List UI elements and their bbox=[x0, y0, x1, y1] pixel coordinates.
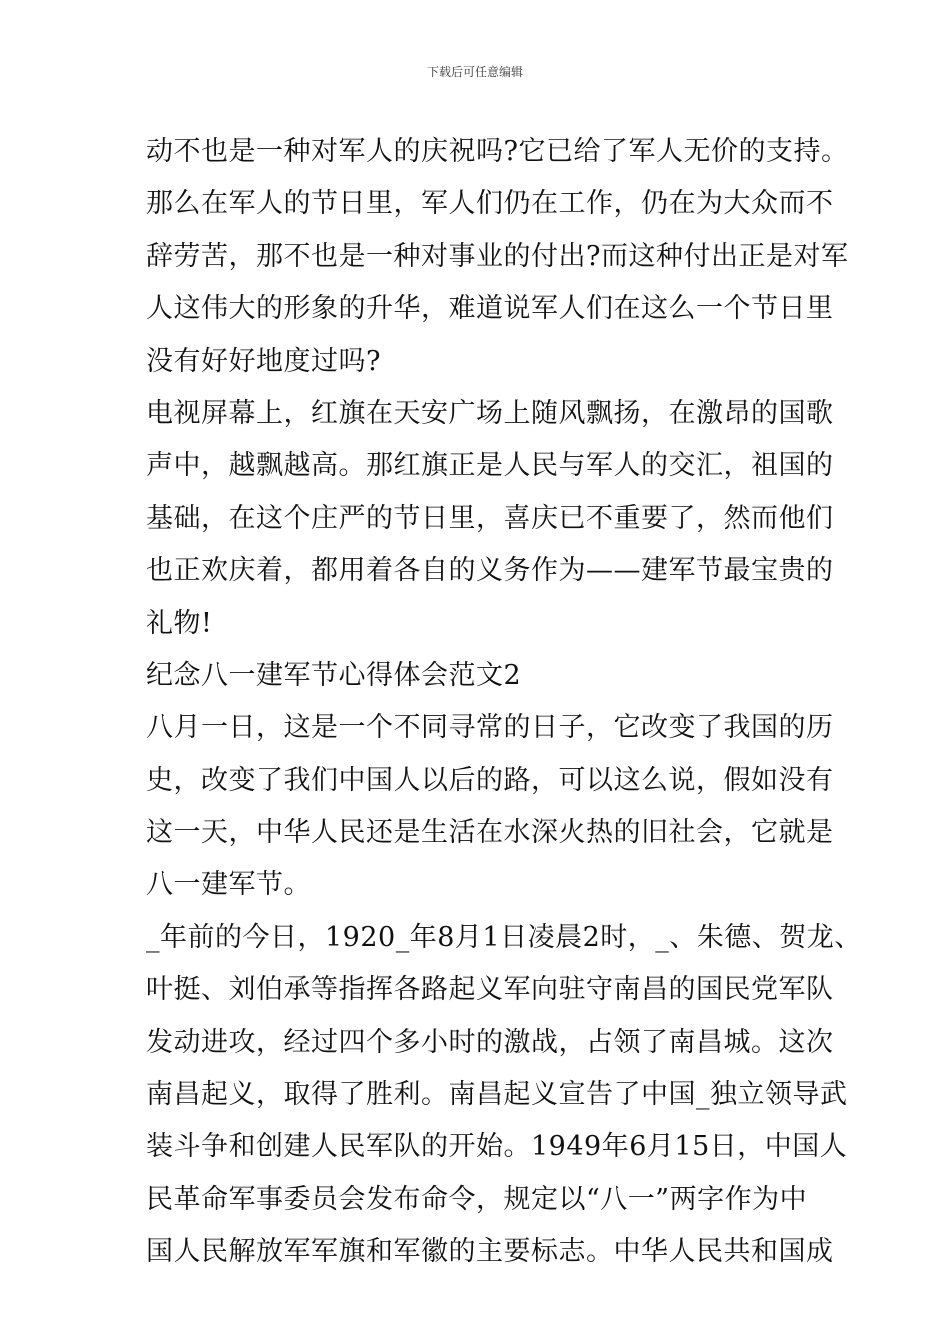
text-line: 电视屏幕上，红旗在天安广场上随风飘扬，在激昂的国歌 bbox=[146, 397, 834, 429]
text-line: 南昌起义，取得了胜利。南昌起义宣告了中国_独立领导武 bbox=[146, 1079, 848, 1111]
page-header-note: 下载后可任意编辑 bbox=[426, 65, 523, 79]
text-line: 八一建军节。 bbox=[146, 869, 311, 901]
text-line: 这一天，中华人民还是生活在水深火热的旧社会，它就是 bbox=[146, 817, 834, 849]
section-heading: 纪念八一建军节心得体会范文2 bbox=[146, 659, 522, 691]
text-line: 辞劳苦，那不也是一种对事业的付出?而这种付出正是对军 bbox=[146, 240, 849, 272]
text-line: 人这伟大的形象的升华，难道说军人们在这么一个节日里 bbox=[146, 293, 834, 325]
text-line: _年前的今日，1920_年8月1日凌晨2时，_、朱德、贺龙、 bbox=[146, 921, 862, 953]
text-line: 礼物! bbox=[146, 607, 213, 639]
text-line: 声中，越飘越高。那红旗正是人民与军人的交汇，祖国的 bbox=[146, 450, 834, 482]
text-line: 那么在军人的节日里，军人们仍在工作，仍在为大众而不 bbox=[146, 188, 834, 220]
text-line: 基础，在这个庄严的节日里，喜庆已不重要了，然而他们 bbox=[146, 502, 834, 534]
text-line: 装斗争和创建人民军队的开始。1949年6月15日，中国人 bbox=[146, 1131, 848, 1163]
text-line: 也正欢庆着，都用着各自的义务作为——建军节最宝贵的 bbox=[146, 555, 834, 587]
document-body bbox=[146, 126, 862, 1279]
text-line: 动不也是一种对军人的庆祝吗?它已给了军人无价的支持。 bbox=[146, 136, 849, 167]
text-line: 八月一日，这是一个不同寻常的日子，它改变了我国的历 bbox=[146, 712, 834, 744]
text-line: 叶挺、刘伯承等指挥各路起义军向驻守南昌的国民党军队 bbox=[146, 974, 834, 1006]
text-line: 发动进攻，经过四个多小时的激战，占领了南昌城。这次 bbox=[146, 1026, 834, 1058]
text-line: 民革命军事委员会发布命令，规定以“八一”两字作为中 bbox=[146, 1183, 808, 1215]
text-line: 史，改变了我们中国人以后的路，可以这么说，假如没有 bbox=[146, 764, 834, 796]
text-line: 国人民解放军军旗和军徽的主要标志。中华人民共和国成 bbox=[146, 1236, 834, 1268]
text-line: 没有好好地度过吗? bbox=[146, 345, 381, 377]
